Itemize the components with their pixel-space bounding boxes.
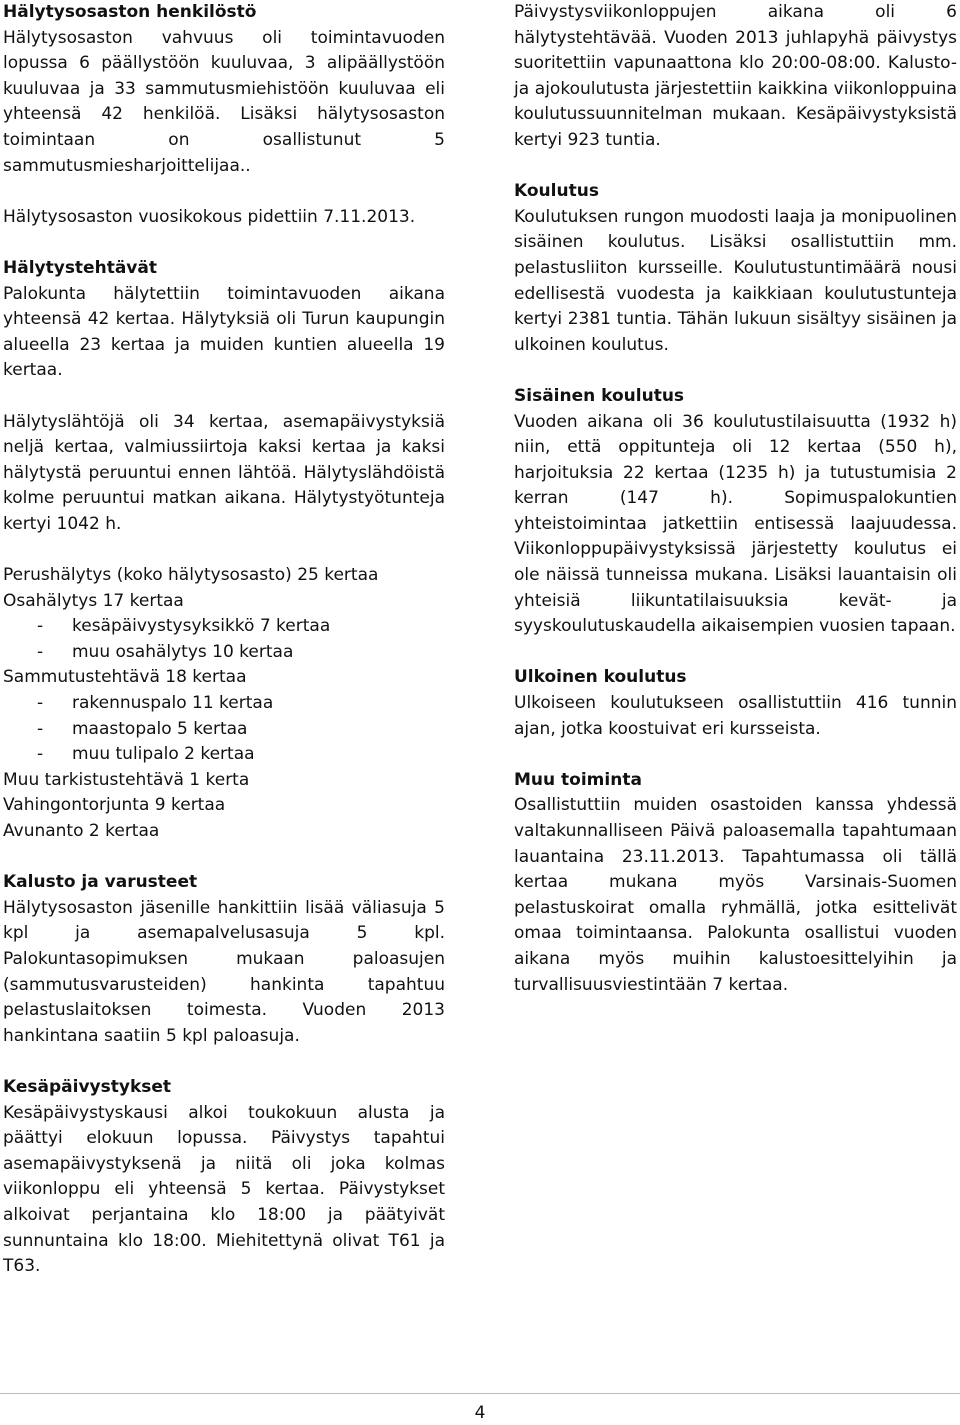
paragraph: Vuoden aikana oli 36 koulutustilaisuutta (1932 h) niin, että oppitunteja oli 12 kertaa (550 h), harjoituksia 22 kertaa (1235 h) ja tutustumisia 2 kerran (147 h). Sopimuspalokuntien yhteistoimintaa jatkettiin entisessä laajuudessa. Viikonloppupäivystyksissä järjestetty koulutus ei ole näissä tunneissa mukana. Lisäksi lauantaisin oli yhteisiä liikuntatilaisuuksia kevät- ja syyskoulutuskaudella aikaisempien vuosien tapaan. [514,411,957,637]
page-number: 4 [474,1403,486,1423]
section-heading: Kesäpäivystykset [3,1076,172,1097]
footer-divider [0,1393,960,1394]
list-item-text: Muu tarkistustehtävä 1 kerta [3,769,250,790]
right-column [514,0,957,1024]
paragraph: Palokunta hälytettiin toimintavuoden aikana yhteensä 42 kertaa. Hälytyksiä oli Turun kaupungin alueella 23 kertaa ja muiden kuntien alueella 19 kertaa. [3,283,445,381]
section-kesapaivystykset [3,1075,445,1280]
paragraph: Osallistuttiin muiden osastoiden kanssa yhdessä valtakunnalliseen Päivä paloasemalla tapahtumaan lauantaina 23.11.2013. Tapahtumassa oli tällä kertaa mukana myös Varsinais-Suomen pelastuskoirat omalla ryhmällä, jotka esittelivät omaa toimintaansa. Palokunta osallistui vuoden aikana myös muihin kalustoesittelyihin ja turvallisuusviestintään 7 kertaa. [514,795,957,995]
list-item-text: rakennuspalo 11 kertaa [72,693,274,714]
list-item [3,819,445,845]
left-column [3,0,445,1305]
list-item-text: Osahälytys 17 kertaa [3,590,184,611]
list-item [3,563,445,589]
paragraph: Koulutuksen rungon muodosti laaja ja monipuolinen sisäinen koulutus. Lisäksi osallistuttiin mm. pelastusliiton kursseille. Koulutustuntimäärä nousi edellisestä vuodesta ja kaikkiaan koulutustunteja kertyi 2381 tuntia. Tähän lukuun sisältyy sisäinen ja ulkoinen koulutus. [514,206,957,355]
section-heading: Hälytysosaston henkilöstö [3,2,257,22]
list-item [3,768,445,794]
section-sisainen-koulutus [514,384,957,640]
list-subitem [3,742,445,768]
list-item [3,589,445,615]
list-item-text: Sammutustehtävä 18 kertaa [3,667,247,688]
section-kalusto [3,870,445,1049]
paragraph: Päivystysviikonloppujen aikana oli 6 hälytystehtävää. Vuoden 2013 juhlapyhä päivystys suoritettiin vapunaattona klo 20:00-08:00. Kalusto- ja ajokoulutusta järjestettiin kaikkina viikonloppuina koulutussuunnitelman mukaan. Kesäpäivystyksistä kertyi 923 tuntia. [514,2,957,150]
section-heading: Ulkoinen koulutus [514,667,687,688]
section-muu-toiminta [514,768,957,998]
section-paivystys-intro [514,0,957,154]
list-subitem [3,717,445,743]
list-item-text: maastopalo 5 kertaa [72,718,248,739]
paragraph: Hälytysosaston vahvuus oli toimintavuoden lopussa 6 päällystöön kuuluvaa, 3 alipäällystöön kuuluvaa ja 33 sammutusmiehistöön kuuluvaa eli yhteensä 42 henkilöä. Lisäksi hälytysosaston toimintaan on osallistunut 5 sammutusmiesharjoittelijaa.. [3,27,445,176]
list-item-text: Avunanto 2 kertaa [3,821,160,841]
paragraph: Ulkoiseen koulutukseen osallistuttiin 416 tunnin ajan, jotka koostuivat eri kursseista. [514,693,957,739]
list-item [3,665,445,691]
list-item-text: muu osahälytys 10 kertaa [72,641,294,662]
section-heading: Kalusto ja varusteet [3,872,198,893]
list-dash: - [37,718,44,739]
list-dash: - [37,616,44,637]
list-dash: - [37,641,44,662]
list-item-text: Perushälytys (koko hälytysosasto) 25 kertaa [3,565,379,586]
list-subitem [3,614,445,640]
section-henkilosto [3,0,445,179]
list-subitem [3,640,445,666]
paragraph: Hälytyslähtöjä oli 34 kertaa, asemapäivystyksiä neljä kertaa, valmiussiirtoja kaksi kertaa ja kaksi hälytystä peruuntui ennen lähtöä. Hälytyslähdöistä kolme peruuntui matkan aikana. Hälytystyötunteja kertyi 1042 h. [3,411,445,534]
section-heading: Hälytystehtävät [3,257,157,278]
section-halytyslahdot [3,410,445,538]
list-item [3,793,445,819]
section-vuosikokous [3,205,445,231]
list-dash: - [37,693,44,714]
section-heading: Sisäinen koulutus [514,385,685,406]
section-halytystehtavat [3,256,445,384]
paragraph: Hälytysosaston jäsenille hankittiin lisää väliasuja 5 kpl ja asemapalvelusasuja 5 kpl. Palokuntasopimuksen mukaan paloasujen (sammutusvarusteiden) hankinta tapahtuu pelastuslaitoksen toimesta. Vuoden 2013 hankintana saatiin 5 kpl paloasuja. [3,897,445,1046]
paragraph: Kesäpäivystyskausi alkoi toukokuun alusta ja päättyi elokuun lopussa. Päivystys tapahtui asemapäivystyksenä ja niitä oli joka kolmas viikonloppu eli yhteensä 5 kertaa. Päivystykset alkoivat perjantaina klo 18:00 ja päätyivät sunnuntaina klo 18:00. Miehitettynä olivat T61 ja T63. [3,1102,445,1277]
alarm-type-list [3,563,445,845]
section-koulutus [514,179,957,358]
section-heading: Koulutus [514,181,599,202]
paragraph: Hälytysosaston vuosikokous pidettiin 7.11.2013. [3,206,416,227]
list-dash: - [37,744,44,765]
list-item-text: kesäpäivystysyksikkö 7 kertaa [72,616,331,637]
list-item-text: muu tulipalo 2 kertaa [72,744,255,765]
section-ulkoinen-koulutus [514,665,957,742]
section-heading: Muu toiminta [514,769,642,790]
list-subitem [3,691,445,717]
list-item-text: Vahingontorjunta 9 kertaa [3,795,226,816]
